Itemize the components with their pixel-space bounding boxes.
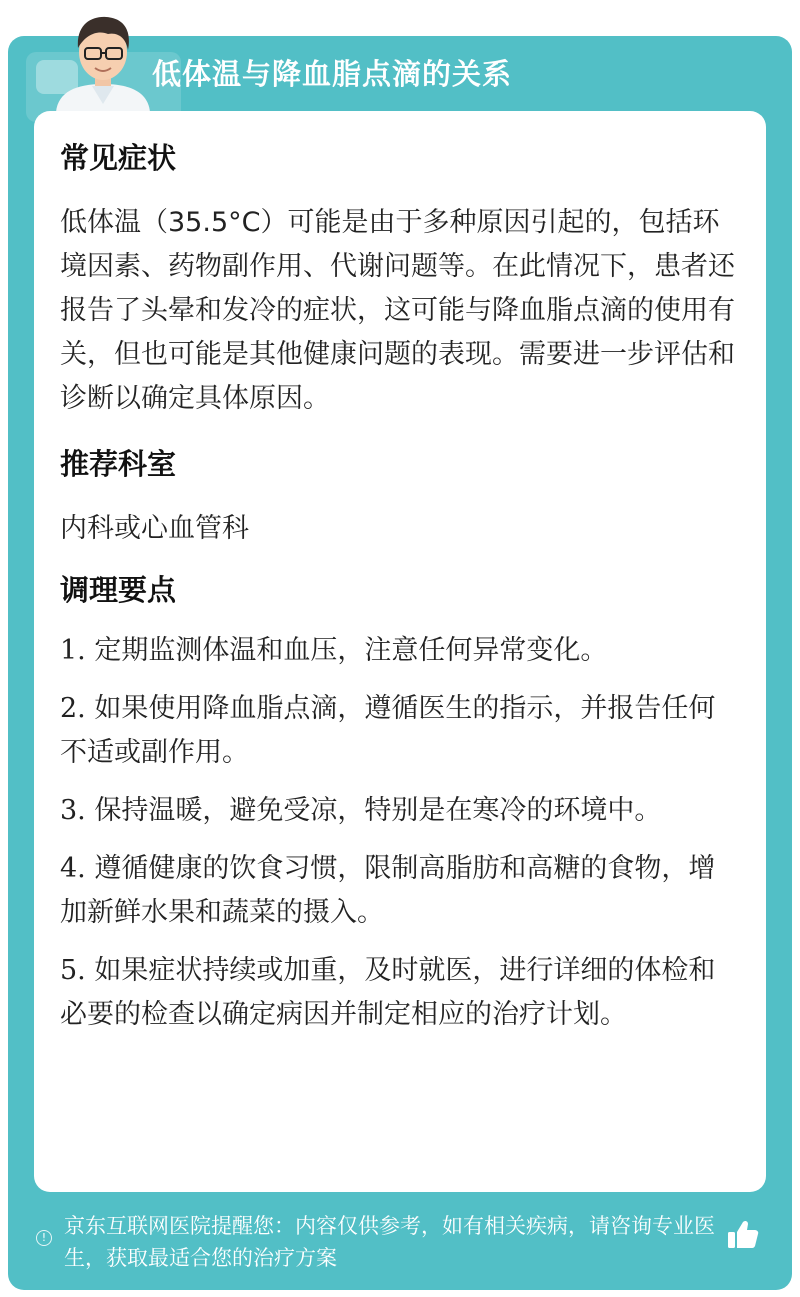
info-icon: ! [36,1230,52,1246]
list-item [60,847,740,935]
list-item [60,789,740,833]
department-text: 内科或心血管科 [60,513,249,544]
list-item-text: 定期监测体温和血压，注意任何异常变化。 [94,635,608,666]
thumbs-up-icon[interactable] [726,1218,760,1252]
list-item-number: 2. [60,693,86,724]
doctor-avatar [48,8,158,112]
list-item-text: 如果使用降血脂点滴，遵循医生的指示，并报告任何不适或副作用。 [60,693,716,768]
section-heading-department: 推荐科室 [60,447,177,481]
list-item-text: 保持温暖，避免受凉，特别是在寒冷的环境中。 [94,795,662,826]
symptoms-text: 低体温（35.5°C）可能是由于多种原因引起的，包括环境因素、药物副作用、代谢问题等。在此情况下，患者还报告了头晕和发冷的症状，这可能与降血脂点滴的使用有关，但也可能是其他健康问题的表现。需要进一步评估和诊断以确定具体原因。 [60,207,735,414]
footer-disclaimer: 京东互联网医院提醒您：内容仅供参考，如有相关疾病，请咨询专业医生，获取最适合您的治疗方案 [64,1214,715,1270]
section-heading-care: 调理要点 [60,573,177,607]
list-item-text: 遵循健康的饮食习惯，限制高脂肪和高糖的食物，增加新鲜水果和蔬菜的摄入。 [60,853,716,928]
section-heading-symptoms: 常见症状 [60,141,177,175]
list-item-number: 4. [60,853,86,884]
list-item [60,949,740,1037]
list-item-number: 3. [60,795,86,826]
list-item [60,687,740,775]
list-item-text: 如果症状持续或加重，及时就医，进行详细的体检和必要的检查以确定病因并制定相应的治疗计划。 [60,955,716,1030]
list-item [60,629,740,673]
list-item-number: 5. [60,955,86,986]
content-panel [34,111,766,1192]
care-list [60,629,740,1037]
list-item-number: 1. [60,635,86,666]
page-title: 低体温与降血脂点滴的关系 [152,57,513,91]
